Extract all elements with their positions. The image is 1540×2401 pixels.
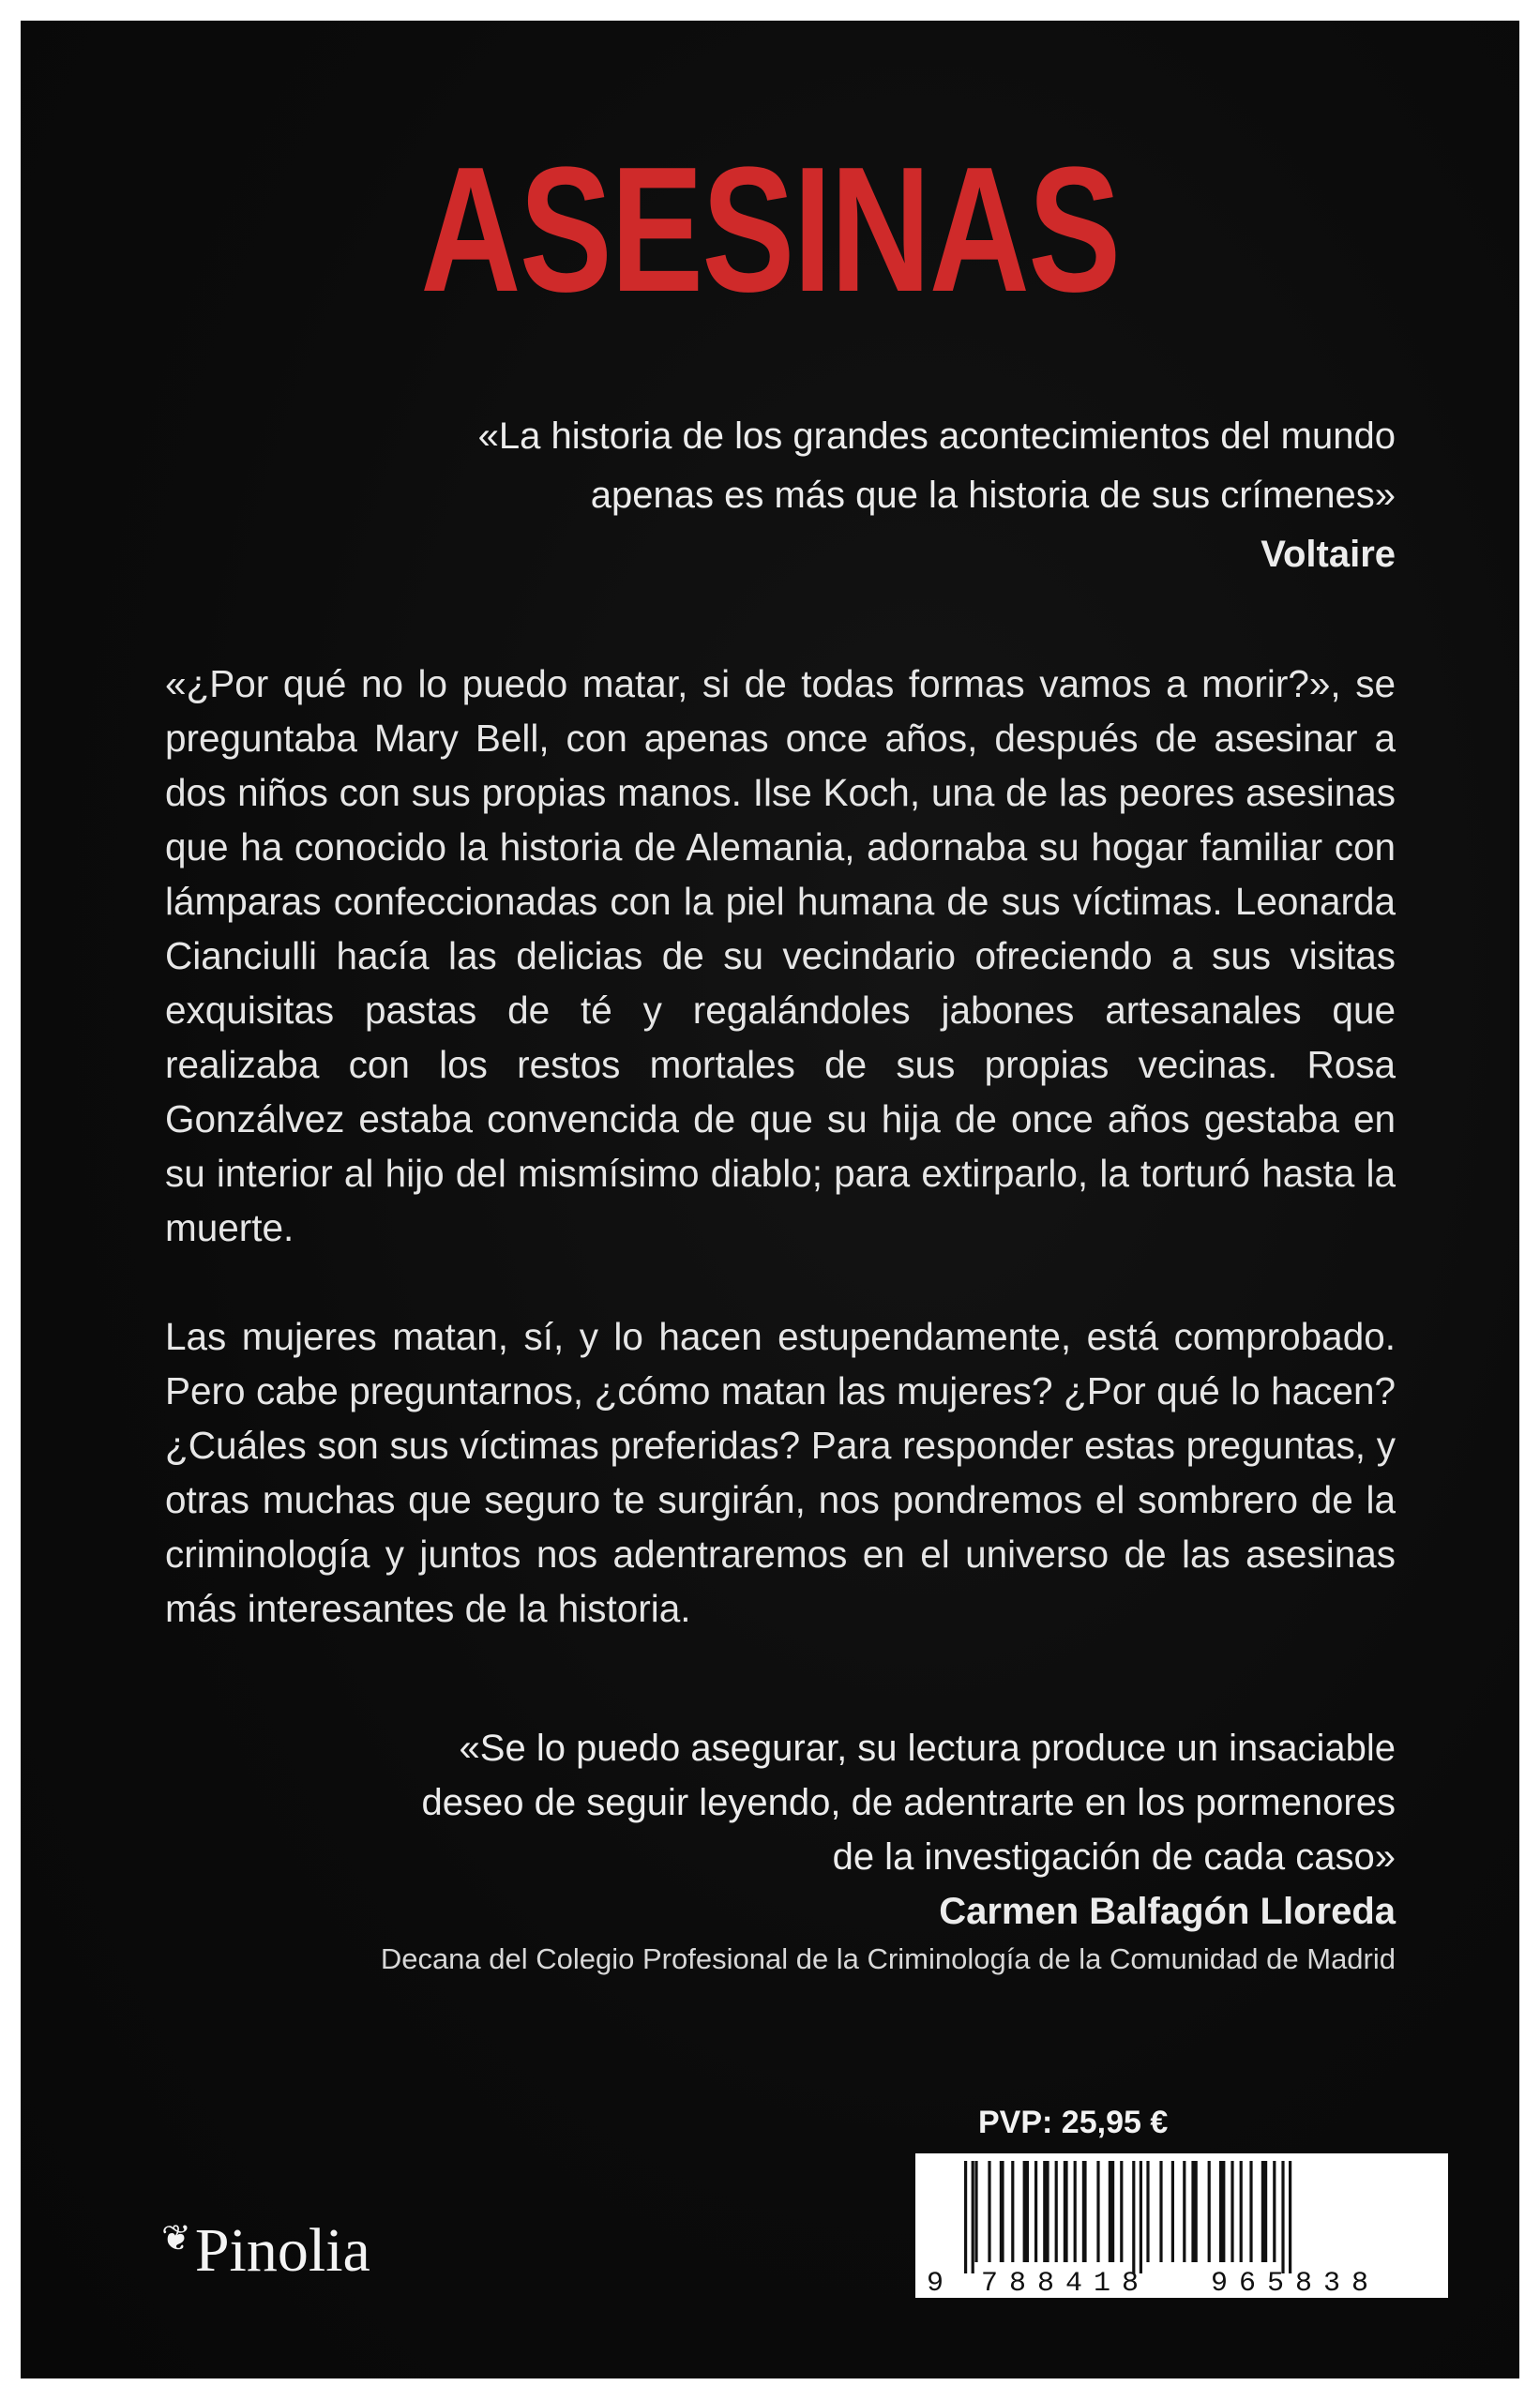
endorsement-line-2: deseo de seguir leyendo, de adentrarte en los pormenores [421,1782,1396,1823]
barcode-bar [1240,2161,1243,2262]
barcode-bar [972,2161,974,2273]
barcode-bar [1096,2161,1099,2262]
barcode-bar [1082,2161,1087,2262]
barcode-bar [1191,2161,1197,2262]
barcode-bar [1074,2161,1077,2262]
synopsis-paragraph-2: Las mujeres matan, sí, y lo hacen estupendamente, está comprobado. Pero cabe preguntarnos, ¿cómo matan las mujeres? ¿Por qué lo hacen? ¿Cuáles son sus víctimas preferidas? Para responder estas preguntas, y otras muchas que seguro te surgirán, nos pondremos el sombrero de la criminología y juntos nos adentraremos en el universo de las asesinas más interesantes de la historia. [165,1315,1396,1630]
barcode-bar [1208,2161,1211,2262]
isbn-barcode [915,2153,1448,2298]
barcode-bar [1273,2161,1276,2262]
barcode-bar [1281,2161,1284,2273]
epigraph-line-2: apenas es más que la historia de sus crímenes» [590,475,1396,516]
barcode-bar [1183,2161,1185,2262]
endorsement-line-1: «Se lo puedo asegurar, su lectura produce un insaciable [459,1728,1396,1769]
publisher-name: Pinolia [194,2216,370,2285]
barcode-first-digit: 9 [927,2268,944,2298]
barcode-bar [1120,2161,1123,2262]
barcode-bar [1261,2161,1267,2262]
barcode-bar [1159,2161,1162,2262]
barcode-bar [1171,2161,1174,2262]
barcode-bar [1055,2161,1058,2262]
barcode-bar [1109,2161,1114,2262]
barcode-bar [1219,2161,1225,2262]
barcode-bar [1023,2161,1029,2262]
barcode-graphic [915,2153,1448,2298]
pine-branch-icon: ❦ [161,2218,191,2258]
barcode-bar [1000,2161,1004,2262]
endorsement-role: Decana del Colegio Profesional de la Criminología de la Comunidad de Madrid [380,1942,1396,1975]
barcode-group-2: 965838 [1211,2268,1381,2298]
synopsis [165,657,1396,1636]
barcode-bar [1230,2161,1233,2262]
book-title: ASESINAS [420,130,1120,329]
barcode-bar [1034,2161,1037,2262]
barcode-bar [964,2161,967,2273]
endorsement-line-3: de la investigación de cada caso» [832,1836,1396,1878]
barcode-bar [988,2161,990,2262]
barcode-bar [1043,2161,1049,2262]
barcode-group-1: 788418 [981,2268,1151,2298]
price-label: PVP: 25,95 € [978,2105,1169,2140]
barcode-bar [1011,2161,1014,2262]
endorsement-author: Carmen Balfagón Lloreda [939,1891,1396,1932]
epigraph [289,407,1396,584]
barcode-bar [1140,2161,1142,2273]
publisher-logo [161,2215,370,2287]
epigraph-author: Voltaire [1261,534,1396,575]
barcode-bar [974,2161,977,2262]
barcode-bar [1289,2161,1291,2273]
epigraph-line-1: «La historia de los grandes acontecimientos del mundo [477,415,1396,457]
endorsement [176,1721,1396,1980]
barcode-bar [1146,2161,1149,2262]
barcode-bar [1132,2161,1135,2273]
barcode-bar [1249,2161,1252,2262]
synopsis-paragraph-1: «¿Por qué no lo puedo matar, si de todas formas vamos a morir?», se preguntaba Mary Bell, con apenas once años, después de asesinar a dos niños con sus propias manos. Ilse Koch, una de las peores asesinas que ha conocido la historia de Alemania, adornaba su hogar familiar con lámparas confeccionadas con la piel humana de sus víctimas. Leonarda Cianciulli hacía las delicias de su vecindario ofreciendo a sus visitas exquisitas pastas de té y regalándoles jabones artesanales que realizaba con los restos mortales de sus propias vecinas. Rosa Gonzálvez estaba convencida de que su hija de once años gestaba en su interior al hijo del mismísimo diablo; para extirparlo, la torturó hasta la muerte. [165,662,1396,1249]
barcode-bar [1064,2161,1068,2262]
